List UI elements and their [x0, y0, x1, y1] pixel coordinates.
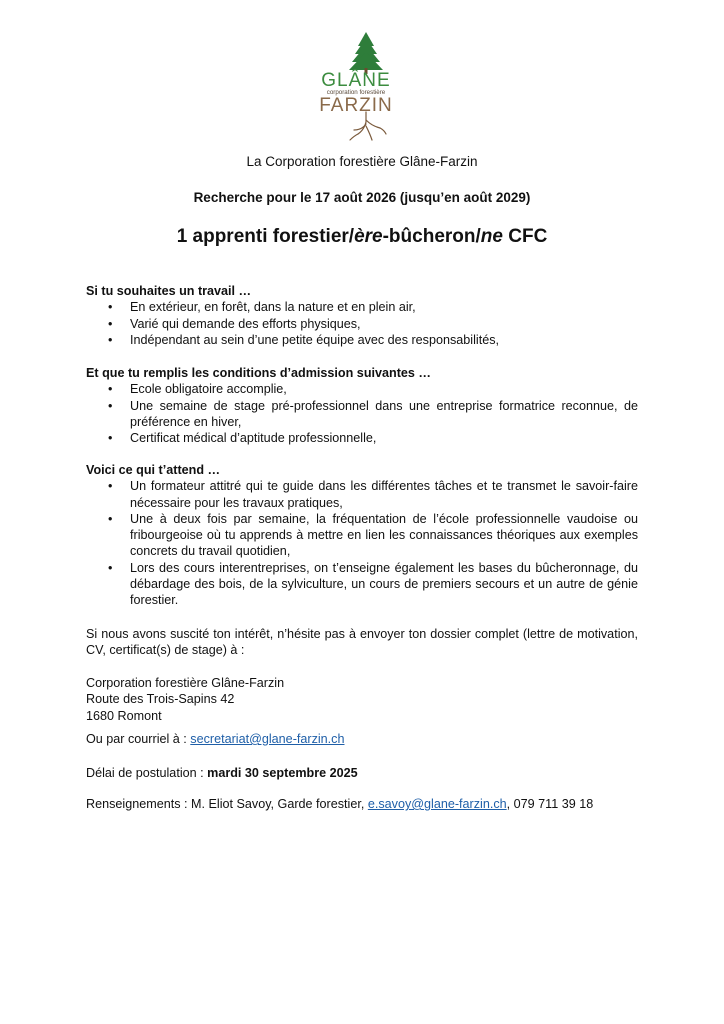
list-item: • Une semaine de stage pré-professionnel dans une entreprise formatrice reconnue, de préférence en hiver,	[108, 398, 638, 429]
list-item: • Ecole obligatoire accomplie,	[108, 382, 287, 397]
info-line: Renseignements : M. Eliot Savoy, Garde forestier, e.savoy@glane-farzin.ch, 079 711 39 18	[86, 797, 594, 811]
section-heading: Voici ce qui t’attend …	[86, 463, 221, 477]
search-date: Recherche pour le 17 août 2026 (jusqu’en août 2029)	[193, 190, 531, 205]
address-line: 1680 Romont	[86, 708, 162, 723]
apply-paragraph: Si nous avons suscité ton intérêt, n’hésite pas à envoyer ton dossier complet (lettre de motivation, CV, certificat(s) de stage) à :	[86, 627, 638, 658]
section-conditions	[86, 365, 638, 446]
list-item: • Varié qui demande des efforts physiques,	[108, 316, 361, 331]
deadline-line: Délai de postulation : mardi 30 septembre 2025	[86, 766, 358, 780]
postal-address	[86, 675, 638, 724]
address-line: Route des Trois-Sapins 42	[86, 692, 235, 707]
list-item: • Une à deux fois par semaine, la fréquentation de l’école professionnelle vaudoise ou fribourgeoise où tu apprends à mettre en lien les connaissances théoriques aux exemples concrets du travail quotidien,	[108, 511, 638, 559]
list-item: • Indépendant au sein d’une petite équipe avec des responsabilités,	[108, 332, 499, 347]
contact-email-link[interactable]: e.savoy@glane-farzin.ch	[367, 797, 507, 811]
secretariat-email-link[interactable]: secretariat@glane-farzin.ch	[190, 732, 345, 746]
logo-name-bottom: FARZIN	[319, 95, 393, 116]
section-expectations	[86, 462, 638, 609]
email-line: Ou par courriel à : secretariat@glane-farzin.ch	[86, 732, 345, 746]
job-title: 1 apprenti forestier/ère-bûcheron/ne CFC	[176, 226, 548, 247]
deadline-date: mardi 30 septembre 2025	[207, 766, 358, 780]
corporation-logo	[300, 30, 412, 142]
list-item: • Certificat médical d’aptitude professionnelle,	[108, 431, 377, 446]
list-item: • Lors des cours interentreprises, on t’enseigne également les bases du bûcheronnage, du débardage des bois, de la sylviculture, un cours de premiers secours et un autre de génie forestier.	[108, 560, 638, 608]
section-work	[86, 283, 638, 348]
org-name: La Corporation forestière Glâne-Farzin	[246, 154, 478, 169]
logo-subtitle: corporation forestière	[326, 89, 386, 96]
section-heading: Et que tu remplis les conditions d’admission suivantes …	[86, 366, 431, 380]
list-item: • En extérieur, en forêt, dans la nature et en plein air,	[108, 300, 416, 315]
list-item: • Un formateur attitré qui te guide dans les différentes tâches et te transmet le savoir-faire nécessaire pour les travaux pratiques,	[108, 479, 638, 510]
logo-name-top: GLÂNE	[321, 70, 391, 91]
address-line: Corporation forestière Glâne-Farzin	[86, 676, 285, 690]
section-heading: Si tu souhaites un travail …	[86, 284, 252, 298]
